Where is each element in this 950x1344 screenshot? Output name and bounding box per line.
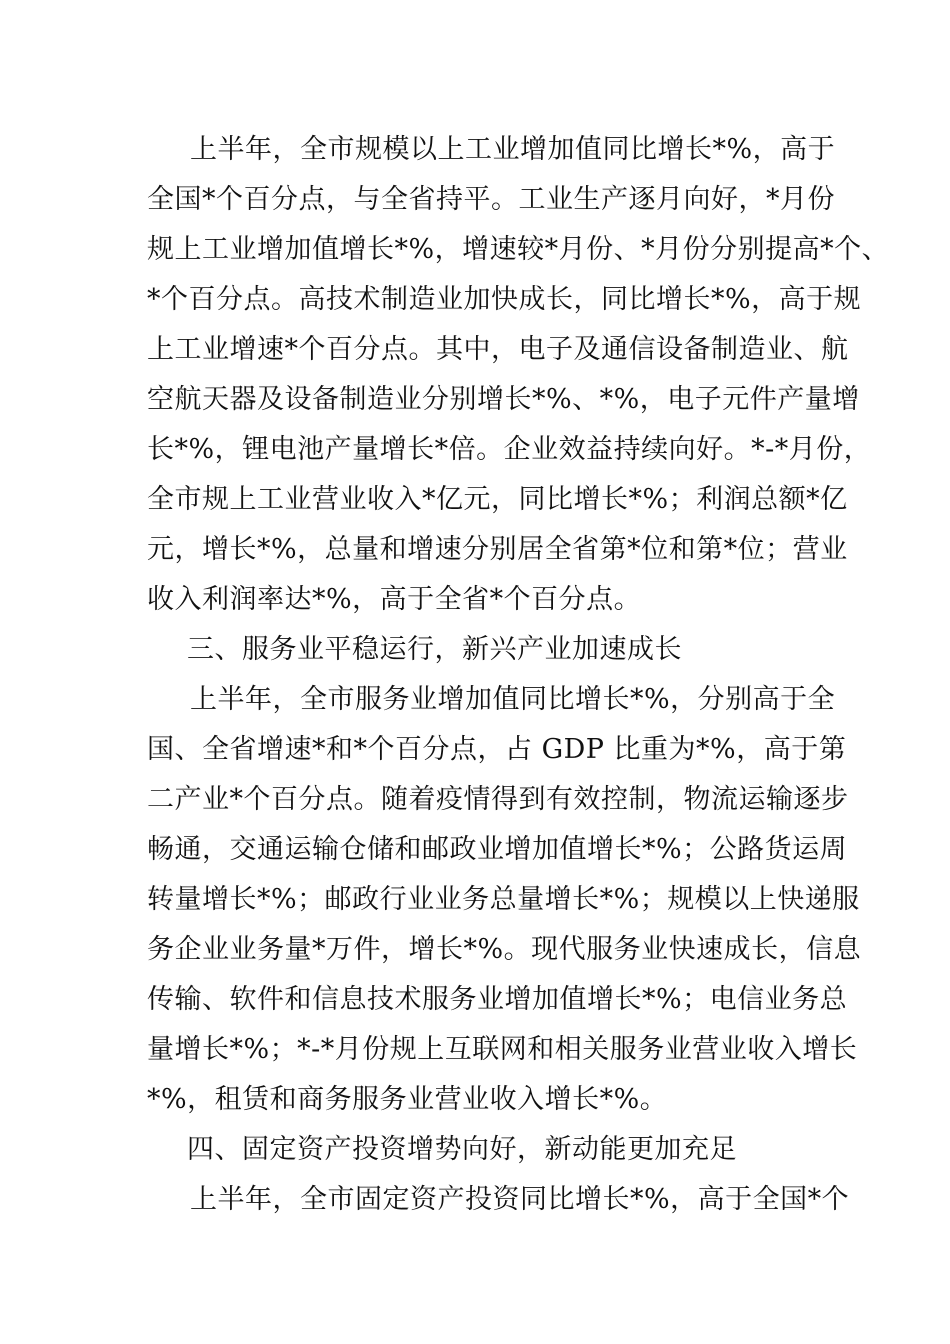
paragraph-1-line-5: 上工业增速*个百分点。其中，电子及通信设备制造业、航: [147, 334, 849, 365]
paragraph-1-line-9: 元，增长*%，总量和增速分别居全省第*位和第*位；营业: [147, 534, 848, 565]
paragraph-2-line-6: 务企业业务量*万件，增长*%。现代服务业快速成长，信息: [147, 934, 862, 965]
paragraph-1-line-1: 上半年，全市规模以上工业增加值同比增长*%，高于: [190, 134, 836, 165]
paragraph-2-line-4: 畅通，交通运输仓储和邮政业增加值增长*%；公路货运周: [147, 834, 848, 865]
paragraph-2-line-3: 二产业*个百分点。随着疫情得到有效控制，物流运输逐步: [147, 784, 849, 815]
paragraph-2-line-5: 转量增长*%；邮政行业业务总量增长*%；规模以上快递服: [147, 884, 860, 915]
paragraph-2-line-9: *%，租赁和商务服务业营业收入增长*%。: [147, 1084, 668, 1115]
paragraph-1-line-6: 空航天器及设备制造业分别增长*%、*%，电子元件产量增: [147, 384, 860, 415]
section-heading-3: 三、服务业平稳运行，新兴产业加速成长: [187, 634, 682, 665]
paragraph-3-line-1: 上半年，全市固定资产投资同比增长*%，高于全国*个: [190, 1184, 850, 1215]
paragraph-2-line-2: 国、全省增速*和*个百分点，占 GDP 比重为*%，高于第: [147, 734, 847, 765]
paragraph-2-line-7: 传输、软件和信息技术服务业增加值增长*%；电信业务总: [147, 984, 848, 1015]
paragraph-2-line-8: 量增长*%；*-*月份规上互联网和相关服务业营业收入增长: [147, 1034, 858, 1065]
paragraph-1-line-3: 规上工业增加值增长*%，增速较*月份、*月份分别提高*个、: [147, 234, 890, 265]
paragraph-1-line-10: 收入利润率达*%，高于全省*个百分点。: [147, 584, 642, 615]
paragraph-1-line-8: 全市规上工业营业收入*亿元，同比增长*%；利润总额*亿: [147, 484, 848, 515]
paragraph-1-line-7: 长*%，锂电池产量增长*倍。企业效益持续向好。*-*月份，: [147, 434, 872, 465]
paragraph-1-line-4: *个百分点。高技术制造业加快成长，同比增长*%，高于规: [147, 284, 862, 315]
paragraph-2-line-1: 上半年，全市服务业增加值同比增长*%，分别高于全: [190, 684, 836, 715]
section-heading-4: 四、固定资产投资增势向好，新动能更加充足: [187, 1134, 737, 1165]
paragraph-1-line-2: 全国*个百分点，与全省持平。工业生产逐月向好，*月份: [147, 184, 835, 215]
